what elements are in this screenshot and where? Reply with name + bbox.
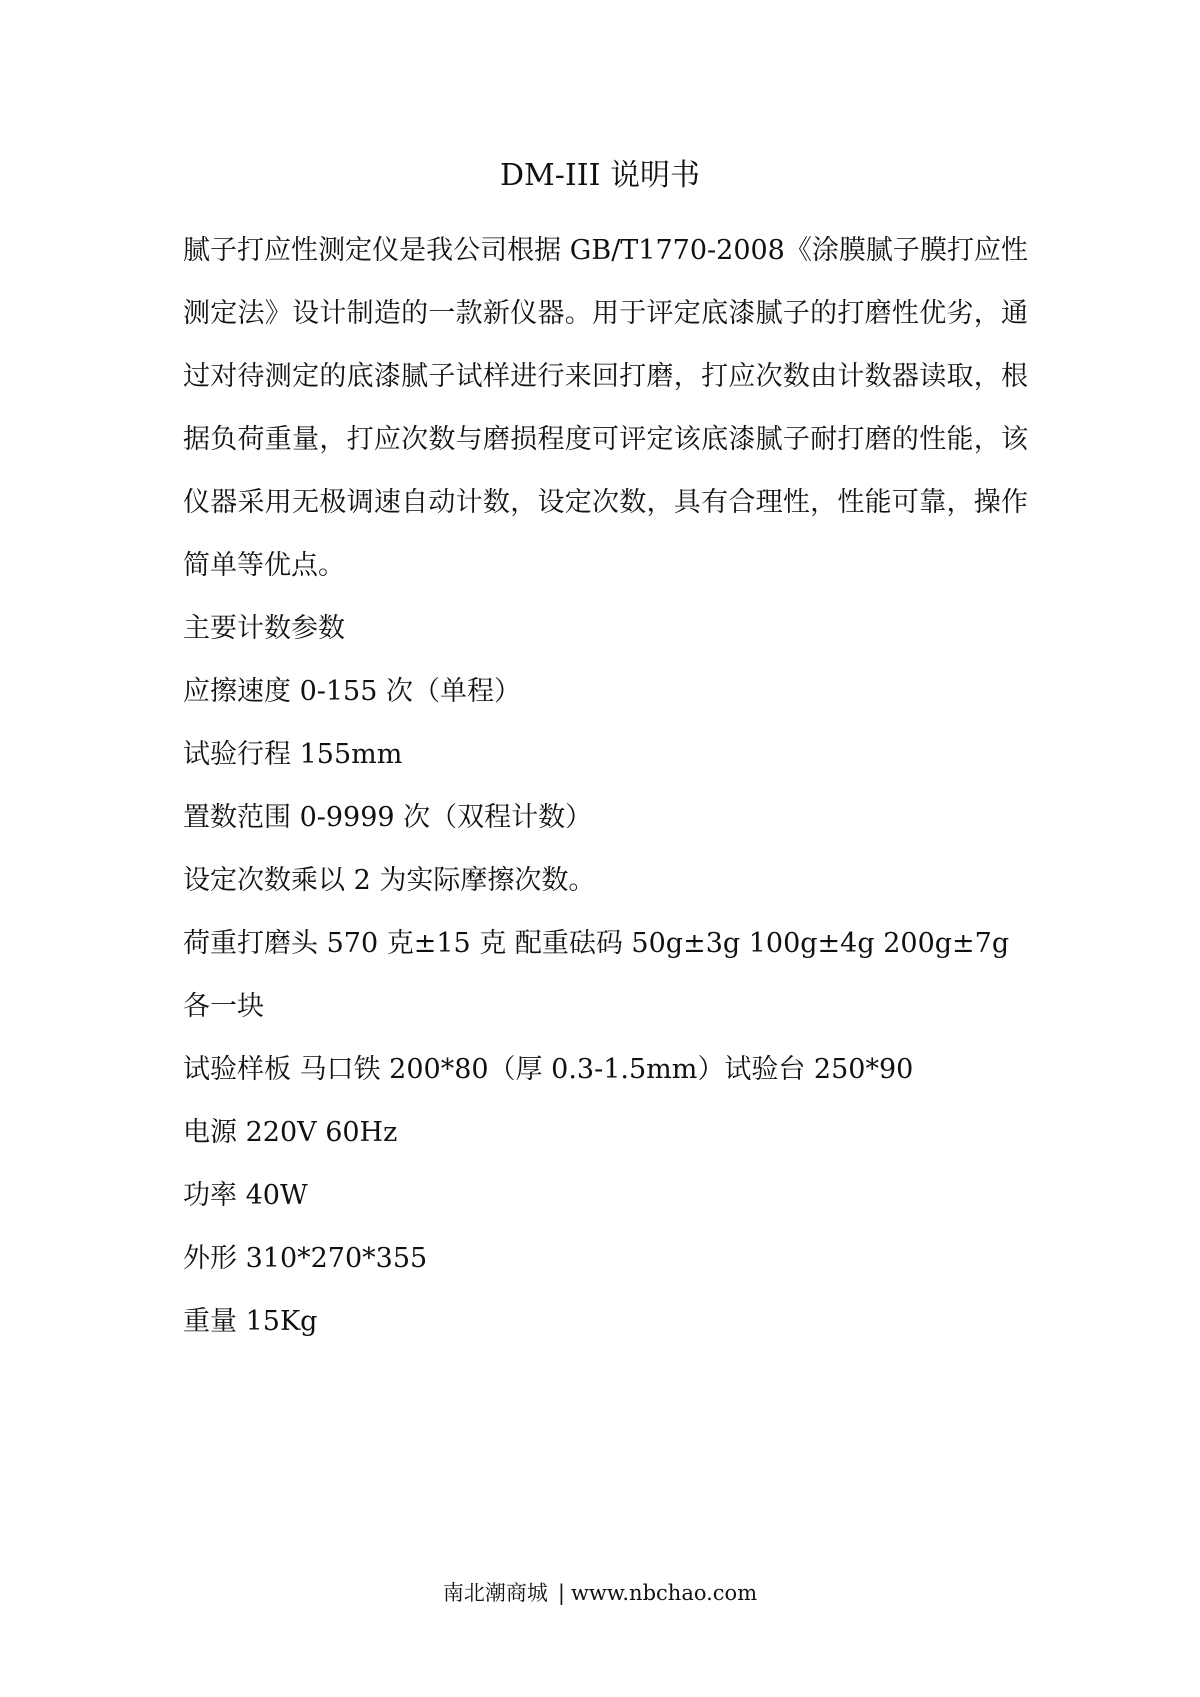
- document-title: DM-III 说明书: [500, 158, 700, 193]
- param-power: 功率 40W: [183, 1180, 308, 1211]
- footer-site-name: 南北潮商城: [442, 1581, 548, 1605]
- document-body: [183, 219, 1028, 1353]
- param-weight: 重量 15Kg: [183, 1306, 318, 1337]
- param-speed: 应擦速度 0-155 次（单程）: [183, 676, 522, 707]
- param-note: 设定次数乘以 2 为实际摩擦次数。: [183, 865, 596, 896]
- param-dimensions: 外形 310*270*355: [183, 1243, 428, 1274]
- intro-paragraph: 腻子打应性测定仪是我公司根据 GB/T1770-2008《涂膜腻子膜打应性测定法》设计制造的一款新仪器。用于评定底漆腻子的打磨性优劣，通过对待测定的底漆腻子试样进行来回打磨，打应次数由计数器读取，根据负荷重量，打应次数与磨损程度可评定该底漆腻子耐打磨的性能，该仪器采用无极调速自动计数，设定次数，具有合理性，性能可靠，操作简单等优点。: [183, 235, 1028, 581]
- footer-separator: |: [557, 1581, 565, 1605]
- params-heading: 主要计数参数: [183, 613, 345, 644]
- param-stroke: 试验行程 155mm: [183, 739, 403, 770]
- footer-url-link[interactable]: www.nbchao.com: [570, 1581, 758, 1605]
- param-sample: 试验样板 马口铁 200*80（厚 0.3-1.5mm）试验台 250*90: [183, 1054, 914, 1085]
- param-load: 荷重打磨头 570 克±15 克 配重砝码 50g±3g 100g±4g 200g±7g 各一块: [183, 928, 1010, 1022]
- page-footer: [0, 1578, 1200, 1608]
- param-range: 置数范围 0-9999 次（双程计数）: [183, 802, 593, 833]
- param-power-supply: 电源 220V 60Hz: [183, 1117, 398, 1148]
